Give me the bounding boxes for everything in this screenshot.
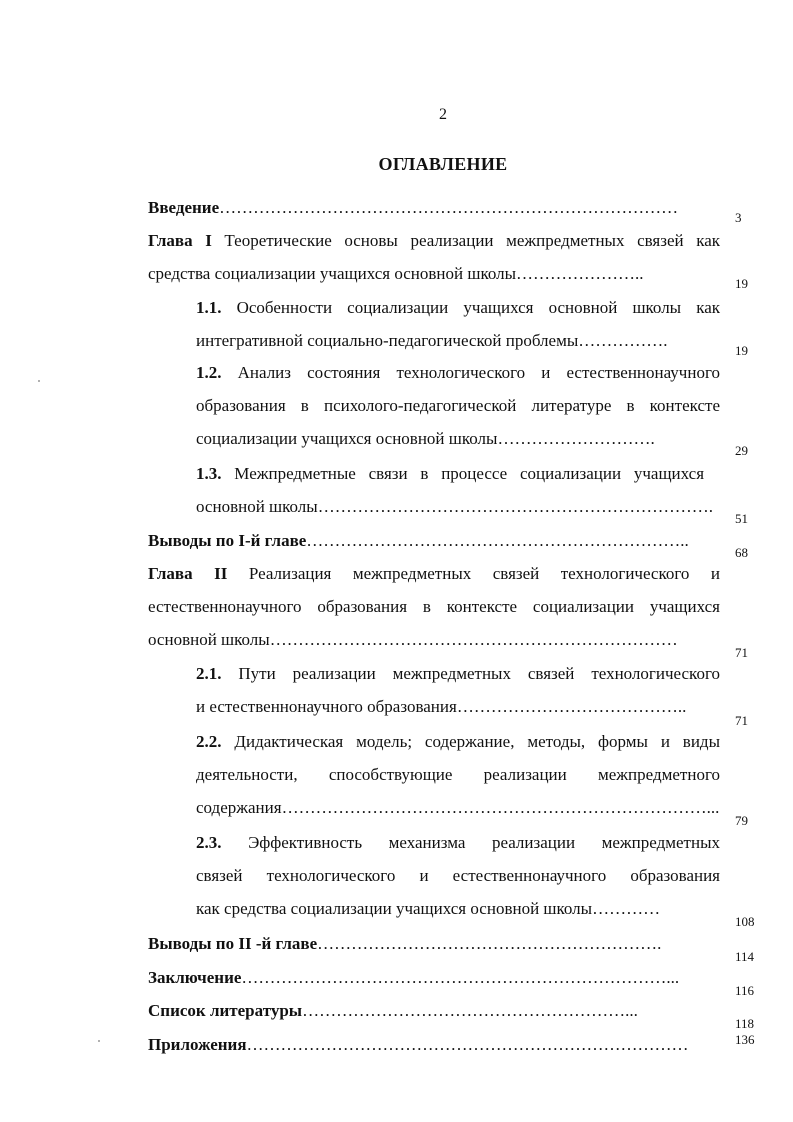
toc-s23-dots: ………… bbox=[592, 899, 661, 918]
page-title: ОГЛАВЛЕНИЕ bbox=[378, 154, 508, 174]
toc-entry-ch2-line2 bbox=[148, 596, 720, 618]
toc-s21-num: 2.1. bbox=[196, 664, 222, 683]
toc-entry-concl2 bbox=[148, 933, 661, 955]
toc-entry-s21-line2 bbox=[196, 696, 686, 718]
toc-ch1-title2: средства социализации учащихся основной школы bbox=[148, 264, 517, 283]
toc-biblio-dots: …………………………………………………... bbox=[302, 1001, 638, 1020]
toc-entry-s23-line3 bbox=[196, 898, 660, 920]
toc-conclusion-label: Заключение bbox=[148, 968, 242, 987]
toc-intro-dots: ……………………………………………………………………… bbox=[219, 198, 679, 217]
toc-s21-text2: и естественнонаучного образования bbox=[196, 697, 457, 716]
toc-s22-num: 2.2. bbox=[196, 732, 222, 751]
toc-entry-ch2-line1 bbox=[148, 563, 720, 585]
toc-s12-text2: образования в психолого-педагогической литературе в контексте bbox=[196, 396, 720, 415]
toc-concl2-page: 114 bbox=[735, 949, 755, 964]
toc-concl1-label: Выводы по I-й главе bbox=[148, 531, 307, 550]
toc-s12-page: 29 bbox=[735, 443, 748, 458]
toc-s11-text1: Особенности социализации учащихся основной школы как bbox=[236, 298, 720, 317]
toc-ch1-title1: Теоретические основы реализации межпредметных связей как bbox=[224, 231, 720, 250]
toc-entry-s23-line2 bbox=[196, 865, 720, 887]
toc-entry-s12-line2 bbox=[196, 395, 720, 417]
toc-entry-s13-line2 bbox=[196, 496, 713, 518]
toc-biblio-page: 118 bbox=[735, 1016, 755, 1031]
toc-entry-ch2-line3 bbox=[148, 629, 678, 651]
toc-conclusion-page: 116 bbox=[735, 983, 755, 998]
toc-entry-s11-line2 bbox=[196, 330, 668, 352]
toc-entry-s22-line3 bbox=[196, 797, 719, 819]
toc-entry-biblio bbox=[148, 1000, 638, 1022]
toc-entry-s23-line1 bbox=[196, 832, 720, 854]
toc-s12-text1: Анализ состояния технологического и естественнонаучного bbox=[237, 363, 720, 382]
toc-entry-appendix bbox=[148, 1034, 689, 1056]
toc-entry-s22-line2 bbox=[196, 764, 720, 786]
toc-appendix-dots: …………………………………………………………………… bbox=[246, 1035, 689, 1054]
toc-s13-page: 51 bbox=[735, 511, 748, 526]
toc-s22-page: 79 bbox=[735, 813, 748, 828]
toc-concl1-dots: ………………………………………………………….. bbox=[306, 531, 689, 550]
toc-ch2-label: Глава II bbox=[148, 564, 228, 583]
toc-conclusion-dots: …………………………………………………………………... bbox=[241, 968, 680, 987]
toc-appendix-page: 136 bbox=[735, 1032, 755, 1047]
toc-entry-concl1 bbox=[148, 530, 689, 552]
toc-entry-s12-line1 bbox=[196, 362, 720, 384]
toc-ch1-label: Глава I bbox=[148, 231, 212, 250]
toc-s21-dots: ………………………………….. bbox=[456, 697, 687, 716]
toc-entry-conclusion bbox=[148, 967, 679, 989]
toc-entry-s13-line1 bbox=[196, 463, 704, 485]
toc-ch1-page: 19 bbox=[735, 276, 748, 291]
scan-speck bbox=[98, 1040, 100, 1042]
toc-concl2-dots: ……………………………………………………. bbox=[317, 934, 662, 953]
toc-appendix-label: Приложения bbox=[148, 1035, 247, 1054]
toc-concl1-page: 68 bbox=[735, 545, 748, 560]
toc-s13-text2: основной школы bbox=[196, 497, 318, 516]
toc-s23-page: 108 bbox=[735, 914, 755, 929]
toc-s11-num: 1.1. bbox=[196, 298, 222, 317]
scan-speck bbox=[38, 380, 40, 382]
toc-entry-s12-line3 bbox=[196, 428, 655, 450]
toc-s13-text1: Межпредметные связи в процессе социализации учащихся bbox=[234, 464, 705, 483]
toc-s12-num: 1.2. bbox=[196, 363, 222, 382]
toc-entry-intro bbox=[148, 197, 678, 219]
toc-s22-text3: содержания bbox=[196, 798, 282, 817]
toc-s23-text3: как средства социализации учащихся основной школы bbox=[196, 899, 593, 918]
toc-ch2-title3: основной школы bbox=[148, 630, 270, 649]
toc-ch2-page: 71 bbox=[735, 645, 748, 660]
toc-s11-page: 19 bbox=[735, 343, 748, 358]
toc-s13-num: 1.3. bbox=[196, 464, 222, 483]
toc-biblio-label: Список литературы bbox=[148, 1001, 303, 1020]
toc-s23-text1: Эффективность механизма реализации межпредметных bbox=[248, 833, 720, 852]
toc-entry-ch1-line2 bbox=[148, 263, 644, 285]
toc-s22-dots: …………………………………………………………………... bbox=[281, 798, 720, 817]
toc-s11-dots: ……………. bbox=[578, 331, 668, 350]
toc-entry-ch1-line1 bbox=[148, 230, 720, 252]
toc-entry-s21-line1 bbox=[196, 663, 720, 685]
toc-s21-page: 71 bbox=[735, 713, 748, 728]
toc-ch2-dots: ……………………………………………………………… bbox=[269, 630, 678, 649]
toc-s22-text2: деятельности, способствующие реализации межпредметного bbox=[196, 765, 720, 784]
toc-entry-s22-line1 bbox=[196, 731, 720, 753]
toc-intro-label: Введение bbox=[148, 198, 220, 217]
toc-entry-s11-line1 bbox=[196, 297, 720, 319]
toc-ch2-title2: естественнонаучного образования в контексте социализации учащихся bbox=[148, 597, 720, 616]
toc-s23-text2: связей технологического и естественнонаучного образования bbox=[196, 866, 720, 885]
page-number: 2 bbox=[439, 106, 447, 123]
toc-s11-text2: интегративной социально-педагогической проблемы bbox=[196, 331, 579, 350]
toc-s13-dots: ……………………………………………………………. bbox=[317, 497, 713, 516]
toc-s23-num: 2.3. bbox=[196, 833, 222, 852]
toc-s12-dots: ………………………. bbox=[497, 429, 655, 448]
toc-intro-page: 3 bbox=[735, 210, 742, 225]
toc-ch2-title1: Реализация межпредметных связей технологического и bbox=[248, 564, 721, 583]
toc-ch1-dots: ………………….. bbox=[516, 264, 644, 283]
toc-concl2-label: Выводы по II -й главе bbox=[148, 934, 318, 953]
toc-s22-text1: Дидактическая модель; содержание, методы, формы и виды bbox=[234, 732, 720, 751]
toc-s12-text3: социализации учащихся основной школы bbox=[196, 429, 498, 448]
toc-s21-text1: Пути реализации межпредметных связей технологического bbox=[238, 664, 720, 683]
